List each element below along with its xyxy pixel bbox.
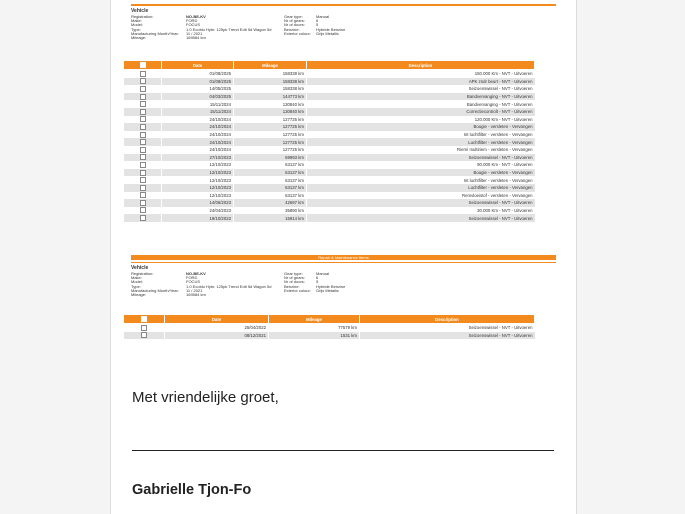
date-cell: 01/08/2025 — [162, 70, 234, 78]
table-row — [124, 131, 535, 139]
table-row — [124, 199, 535, 207]
vehicle-values: NO-BE-KV FORD FOCUS 1.0 Ecoblu Hybr. 125pk Trend Edit 5d Wagon 5d 11 / 2021 169584 km — [186, 272, 272, 298]
description-column-header[interactable]: Description — [307, 61, 535, 70]
select-all-checkbox[interactable] — [124, 61, 162, 70]
table-row — [124, 78, 535, 86]
date-cell: 12/10/2023 — [162, 176, 234, 184]
table-header-row — [124, 61, 535, 70]
table-row — [124, 100, 535, 108]
mileage-cell: 77579 km — [269, 324, 360, 332]
description-cell: Luchtfilter - versleten - Vervangen — [307, 138, 535, 146]
row-checkbox[interactable] — [124, 146, 162, 154]
date-cell: 24/10/2024 — [162, 131, 234, 139]
vehicle-heading: Vehicle — [131, 8, 149, 14]
description-cell: 30.000 Km - NVT - Uitvoeren — [307, 207, 535, 215]
row-checkbox[interactable] — [124, 70, 162, 78]
table-row — [124, 176, 535, 184]
mileage-cell: 1531 km — [269, 332, 360, 340]
date-cell: 25/04/2022 — [165, 324, 269, 332]
mileage-cell: 158338 km — [234, 85, 307, 93]
mileage-cell: 35890 km — [234, 207, 307, 215]
date-cell: 14/05/2025 — [162, 85, 234, 93]
date-cell: 24/10/2024 — [162, 146, 234, 154]
table-row — [124, 324, 535, 332]
mileage-cell: 63137 km — [234, 184, 307, 192]
table-row — [124, 169, 535, 177]
description-cell: Seizoenswissel - NVT - Uitvoeren — [307, 199, 535, 207]
vehicle-details — [131, 15, 556, 47]
mileage-cell: 158338 km — [234, 78, 307, 86]
mileage-cell: 69993 km — [234, 154, 307, 162]
row-checkbox[interactable] — [124, 192, 162, 200]
row-checkbox[interactable] — [124, 214, 162, 222]
vehicle-values: NO-BE-KV FORD FOCUS 1.0 Ecoblu Hybr. 125pk Trend Edit 5d Wagon 5d 11 / 2021 169584 km — [186, 15, 272, 41]
description-cell: 150.000 Km - NVT - Uitvoeren — [307, 70, 535, 78]
date-cell: 15/11/2024 — [162, 100, 234, 108]
table-row — [124, 85, 535, 93]
mileage-cell: 15914 km — [234, 214, 307, 222]
section-banner: Repair & Maintenance Items — [131, 255, 556, 260]
table-header-row — [124, 315, 535, 324]
closing-text: Met vriendelijke groet, — [132, 389, 279, 406]
date-cell: 14/06/2023 — [162, 199, 234, 207]
date-cell: 27/10/2023 — [162, 154, 234, 162]
description-cell: Correctiecontrolt - NVT - Uitvoeren — [307, 108, 535, 116]
date-column-header[interactable]: Date — [165, 315, 269, 324]
row-checkbox[interactable] — [124, 78, 162, 86]
maintenance-history-table-2 — [123, 314, 535, 339]
table-row — [124, 184, 535, 192]
report-section-1 — [131, 4, 556, 47]
row-checkbox[interactable] — [124, 154, 162, 162]
spec-values: Manual 6 5 Hybride Benzine Grijs Metallic — [316, 272, 346, 293]
table-row — [124, 123, 535, 131]
table-row — [124, 93, 535, 101]
date-cell: 24/10/2024 — [162, 123, 234, 131]
description-cell: Luchtfilter - versleten - Vervangen — [307, 184, 535, 192]
description-cell: Seizoenswissel - NVT - Uitvoeren — [307, 154, 535, 162]
signature-divider — [132, 450, 554, 451]
row-checkbox[interactable] — [124, 85, 162, 93]
mileage-cell: 158338 km — [234, 70, 307, 78]
table-row — [124, 332, 535, 340]
mileage-cell: 63137 km — [234, 161, 307, 169]
date-cell: 12/10/2023 — [162, 161, 234, 169]
mileage-column-header[interactable]: Mileage — [234, 61, 307, 70]
row-checkbox[interactable] — [124, 161, 162, 169]
description-cell: Riem/ multiriem - versleten - Vervangen — [307, 146, 535, 154]
vehicle-details — [131, 272, 556, 304]
row-checkbox[interactable] — [124, 207, 162, 215]
description-cell: Seizoenswissel - NVT - Uitvoeren — [360, 332, 535, 340]
date-cell: 04/03/2025 — [162, 93, 234, 101]
description-column-header[interactable]: Description — [360, 315, 535, 324]
date-cell: 08/12/2021 — [165, 332, 269, 340]
date-cell: 24/10/2024 — [162, 116, 234, 124]
row-checkbox[interactable] — [124, 184, 162, 192]
mileage-cell: 63137 km — [234, 169, 307, 177]
date-cell: 19/10/2022 — [162, 214, 234, 222]
mileage-cell: 63137 km — [234, 176, 307, 184]
table-row — [124, 154, 535, 162]
mileage-column-header[interactable]: Mileage — [269, 315, 360, 324]
spec-labels: Gear type: Nr of gears: Nr of doors: Benzine: Exterior colour: — [284, 15, 311, 36]
mileage-cell: 127725 km — [234, 123, 307, 131]
description-cell: APK zndr beurt - NVT - Uitvoeren — [307, 78, 535, 86]
mileage-cell: 127725 km — [234, 116, 307, 124]
mileage-cell: 63137 km — [234, 192, 307, 200]
description-cell: 90.000 Km - NVT - Uitvoeren — [307, 161, 535, 169]
description-cell: 120.000 Km - NVT - Uitvoeren — [307, 116, 535, 124]
description-cell: Bougie - versleten - Vervangen — [307, 169, 535, 177]
description-cell: Bandvervanging - NVT - Uitvoeren — [307, 100, 535, 108]
date-cell: 12/10/2023 — [162, 184, 234, 192]
row-checkbox[interactable] — [124, 123, 162, 131]
row-checkbox[interactable] — [124, 100, 162, 108]
mileage-cell: 144773 km — [234, 93, 307, 101]
mileage-cell: 42697 km — [234, 199, 307, 207]
table-row — [124, 70, 535, 78]
sender-name: Gabrielle Tjon-Fo — [132, 482, 252, 498]
description-cell: Seizoenswissel - NVT - Uitvoeren — [307, 85, 535, 93]
date-cell: 24/10/2024 — [162, 138, 234, 146]
mileage-cell: 130840 km — [234, 108, 307, 116]
row-checkbox[interactable] — [124, 324, 165, 332]
description-cell: Seizoenswissel - NVT - Uitvoeren — [360, 324, 535, 332]
report-section-2 — [131, 255, 556, 304]
date-cell: 24/04/2023 — [162, 207, 234, 215]
row-checkbox[interactable] — [124, 176, 162, 184]
table-row — [124, 146, 535, 154]
vehicle-heading: Vehicle — [131, 265, 149, 271]
description-cell: Remvloeistof - versleten - Vervangen — [307, 192, 535, 200]
table-row — [124, 207, 535, 215]
table-row — [124, 138, 535, 146]
row-checkbox[interactable] — [124, 116, 162, 124]
description-cell: Seizoenswissel - NVT - Uitvoeren — [307, 214, 535, 222]
row-checkbox[interactable] — [124, 169, 162, 177]
row-checkbox[interactable] — [124, 332, 165, 340]
row-checkbox[interactable] — [124, 131, 162, 139]
mileage-cell: 130840 km — [234, 100, 307, 108]
mileage-cell: 127725 km — [234, 146, 307, 154]
date-cell: 12/10/2023 — [162, 192, 234, 200]
description-cell: Int luchtfilter - versleten - Vervangen — [307, 131, 535, 139]
row-checkbox[interactable] — [124, 93, 162, 101]
vehicle-labels: Registration: Make: Model: Type: Manufacturing Month/Year: Mileage: — [131, 15, 179, 41]
select-all-checkbox[interactable] — [124, 315, 165, 324]
date-cell: 12/10/2023 — [162, 169, 234, 177]
description-cell: Bandvervanging - NVT - Uitvoeren — [307, 93, 535, 101]
email-body — [110, 0, 577, 514]
row-checkbox[interactable] — [124, 108, 162, 116]
table-row — [124, 161, 535, 169]
spec-labels: Gear type: Nr of gears: Nr of doors: Benzine: Exterior colour: — [284, 272, 311, 293]
vehicle-labels: Registration: Make: Model: Type: Manufacturing Month/Year: Mileage: — [131, 272, 179, 298]
row-checkbox[interactable] — [124, 138, 162, 146]
description-cell: Int luchtfilter - versleten - Vervangen — [307, 176, 535, 184]
row-checkbox[interactable] — [124, 199, 162, 207]
table-row — [124, 116, 535, 124]
date-column-header[interactable]: Date — [162, 61, 234, 70]
mileage-cell: 127725 km — [234, 138, 307, 146]
date-cell: 01/08/2025 — [162, 78, 234, 86]
date-cell: 15/11/2024 — [162, 108, 234, 116]
maintenance-history-table — [123, 60, 535, 222]
table-row — [124, 214, 535, 222]
table-row — [124, 108, 535, 116]
description-cell: Bougie - versleten - Vervangen — [307, 123, 535, 131]
spec-values: Manual 6 5 Hybride Benzine Grijs Metallic — [316, 15, 346, 36]
table-row — [124, 192, 535, 200]
mileage-cell: 127725 km — [234, 131, 307, 139]
